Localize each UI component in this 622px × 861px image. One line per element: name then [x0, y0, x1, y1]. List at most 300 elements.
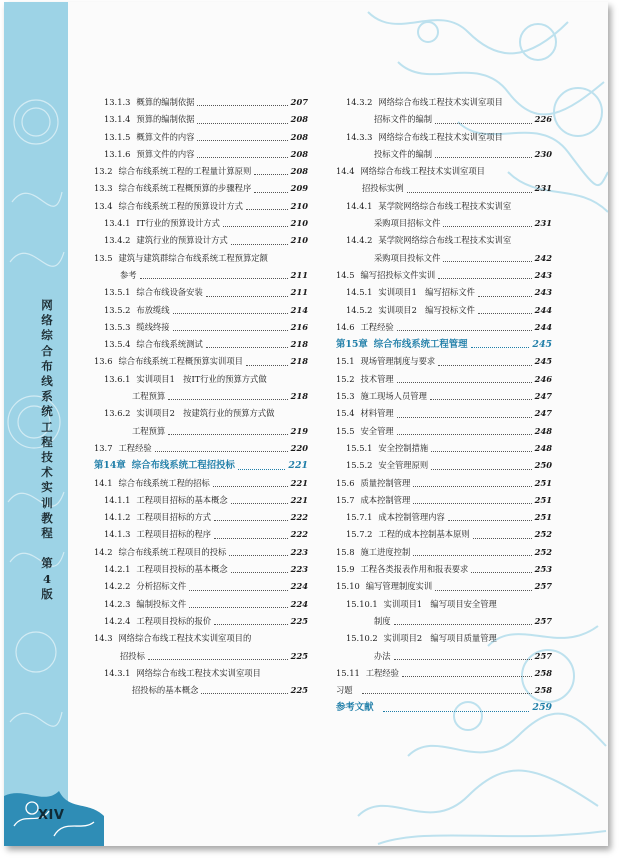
toc-page-number: 225 [290, 685, 308, 696]
toc-entry-title: 工程项目招标的程序 [136, 529, 212, 540]
toc-entry[interactable] [336, 111, 552, 128]
toc-entry[interactable] [336, 267, 552, 284]
toc-entry[interactable] [94, 284, 308, 301]
toc-entry-number: 13.5.4 [104, 339, 131, 350]
toc-entry-title: 采购项目投标文件 [374, 252, 441, 263]
toc-entry[interactable] [336, 180, 552, 197]
dot-leader [397, 330, 532, 331]
dot-leader [206, 296, 288, 297]
toc-entry-title: 综合布线系统工程项目的投标 [118, 546, 227, 557]
toc-page-number: 222 [290, 529, 308, 540]
toc-entry[interactable] [336, 544, 552, 561]
book-title-char: 系 [41, 389, 53, 404]
page-number: XIV [38, 808, 65, 823]
toc-entry[interactable] [94, 544, 308, 561]
spine-ornament [4, 2, 68, 846]
toc-entry-title: 编制投标文件 [136, 598, 187, 609]
dot-leader [435, 123, 532, 124]
toc-entry-title: 实训项目1 按IT行业的预算方式做 [136, 373, 267, 384]
toc-entry-title: 工程各类报表作用和报表要求 [360, 564, 469, 575]
toc-entry[interactable] [94, 250, 308, 267]
toc-page-number: 220 [290, 442, 308, 453]
toc-page-number: 242 [534, 252, 552, 263]
toc-entry[interactable] [94, 215, 308, 232]
toc-entry-number: 15.11 [336, 667, 360, 678]
toc-page-number: 257 [534, 615, 552, 626]
toc-entry-number: 15.2 [336, 373, 355, 384]
dot-leader [231, 572, 288, 573]
toc-page-number: 247 [534, 408, 552, 419]
toc-entry-title: 工程经验 [118, 442, 152, 453]
toc-entry[interactable] [336, 146, 552, 163]
toc-entry-title: 某学院网络综合布线工程技术实训室 [378, 200, 512, 211]
toc-entry-title: 预算文件的内容 [136, 148, 195, 159]
toc-entry-title: 安全管理 [360, 425, 394, 436]
book-title-char: 布 [41, 358, 53, 373]
toc-entry[interactable] [94, 163, 308, 180]
toc-entry-number: 14.1.3 [104, 529, 131, 540]
toc-entry[interactable] [336, 492, 552, 509]
toc-entry-number: 15.7 [336, 494, 355, 505]
toc-entry-number: 15.9 [336, 564, 355, 575]
toc-chapter-entry[interactable] [94, 457, 308, 474]
toc-page-number: 248 [534, 442, 552, 453]
toc-entry-title: 招投标实例 [362, 183, 404, 194]
toc-entry-title: 网络综合布线工程技术实训室项目的 [118, 633, 252, 644]
dot-leader [246, 209, 288, 210]
toc-entry[interactable] [336, 388, 552, 405]
toc-entry[interactable] [336, 526, 552, 543]
dot-leader [197, 140, 288, 141]
toc-entry[interactable] [94, 180, 308, 197]
toc-entry[interactable] [94, 302, 308, 319]
toc-page-number: 224 [290, 598, 308, 609]
toc-entry-number: 14.3.2 [346, 97, 373, 107]
toc-entry-number: 15.3 [336, 391, 355, 402]
dot-leader [471, 347, 529, 348]
toc-entry[interactable] [94, 648, 308, 665]
toc-entry[interactable] [336, 94, 552, 111]
toc-entry[interactable] [94, 267, 308, 284]
toc-entry-title: 某学院网络综合布线工程技术实训室 [378, 235, 512, 246]
toc-entry-number: 13.6 [94, 356, 113, 367]
dot-leader [394, 659, 532, 660]
toc-entry-title: 概算文件的内容 [136, 131, 195, 142]
toc-page-number: 222 [290, 512, 308, 523]
toc-page-number: 245 [534, 356, 552, 367]
toc-page-number: 218 [290, 391, 308, 402]
toc-page-number: 226 [534, 114, 552, 125]
dot-leader [471, 572, 532, 573]
toc-entry-number: 14.1.2 [104, 512, 131, 523]
toc-entry-title: 工程项目投标的基本概念 [136, 564, 228, 575]
toc-page-number: 224 [290, 581, 308, 592]
dot-leader [189, 607, 288, 608]
dot-leader [213, 486, 288, 487]
toc-entry-number: 13.5.3 [104, 321, 131, 332]
dot-leader [246, 365, 288, 366]
toc-entry-title: 预算的编制依据 [136, 114, 195, 125]
toc-page-number: 210 [290, 235, 308, 246]
corner-ornament [4, 756, 104, 846]
toc-page-number: 231 [534, 218, 552, 229]
toc-page-number: 258 [534, 667, 552, 678]
dot-leader [173, 313, 288, 314]
dot-leader [438, 365, 532, 366]
toc-entry-number: 14.2.1 [104, 564, 131, 575]
dot-leader [189, 590, 288, 591]
toc-entry[interactable] [94, 423, 308, 440]
toc-page-number: 258 [534, 685, 552, 696]
toc-entry-number: 13.4.1 [104, 218, 131, 229]
toc-page-number: 247 [534, 391, 552, 402]
dot-leader [214, 520, 288, 521]
toc-entry-title: 质量控制管理 [360, 477, 411, 488]
toc-entry[interactable] [94, 526, 308, 543]
toc-entry-title: 网络综合布线工程技术实训室项目 [378, 131, 503, 142]
toc-entry-number: 第15章 [336, 339, 368, 351]
toc-entry[interactable] [336, 163, 552, 180]
dot-leader [201, 693, 288, 694]
toc-page-number: 216 [290, 321, 308, 332]
toc-entry-number: 13.1.5 [104, 131, 131, 142]
toc-entry[interactable] [336, 648, 552, 665]
toc-entry-title: 投标文件的编制 [374, 148, 433, 159]
toc-entry[interactable] [336, 215, 552, 232]
toc-entry-title: 网络综合布线工程技术实训室项目 [378, 97, 503, 107]
toc-entry[interactable] [94, 94, 308, 111]
toc-entry-number: 13.6.1 [104, 373, 131, 384]
dot-leader [206, 347, 288, 348]
toc-entry-number: 15.8 [336, 546, 355, 557]
dot-leader [478, 296, 532, 297]
toc-entry-title: 网络综合布线工程技术实训室项目 [136, 667, 261, 678]
toc-page-number: 210 [290, 218, 308, 229]
toc-entry[interactable] [336, 578, 552, 595]
toc-entry-number: 15.10.2 [346, 633, 378, 644]
toc-entry-title: 综合布线系统工程概预算的步骤程序 [118, 183, 252, 194]
book-title-char: 实 [41, 480, 53, 495]
dot-leader [362, 693, 532, 694]
toc-page-number: 250 [534, 460, 552, 471]
toc-entry-number: 14.1.1 [104, 494, 131, 505]
dot-leader [229, 555, 288, 556]
toc-entry-number: 15.7.1 [346, 512, 373, 523]
toc-page-number: 257 [534, 581, 552, 592]
toc-entry[interactable] [336, 371, 552, 388]
toc-entry[interactable] [336, 319, 552, 336]
toc-entry-title: 参考 [120, 269, 137, 280]
toc-entry-title: 现场管理制度与要求 [360, 356, 436, 367]
toc-entry-title: 招标文件的编制 [374, 114, 433, 125]
toc-entry-number: 14.3.1 [104, 667, 131, 678]
toc-entry-title: 安全管理原则 [378, 460, 429, 471]
book-title-char [37, 541, 57, 556]
toc-entry[interactable] [336, 129, 552, 146]
toc-page-number: 208 [290, 166, 308, 177]
toc-page-number: 219 [290, 425, 308, 436]
toc-page-number: 211 [290, 287, 308, 298]
toc-entry[interactable] [94, 336, 308, 353]
book-title-char: 第 [41, 556, 53, 571]
toc-page-number: 209 [290, 183, 308, 194]
toc-entry[interactable] [336, 665, 552, 682]
toc-entry-title: 概算的编制依据 [136, 97, 195, 107]
book-title-char: 合 [41, 343, 53, 358]
toc-entry[interactable] [94, 665, 308, 682]
dot-leader [443, 226, 532, 227]
toc-right-column [336, 94, 552, 717]
toc-page-number: 248 [534, 425, 552, 436]
dot-leader [397, 382, 532, 383]
toc-entry-title: 建筑行业的预算设计方式 [136, 235, 228, 246]
toc-entry-title: 工程经验 [365, 667, 399, 678]
toc-entry-number: 15.4 [336, 408, 355, 419]
toc-entry-title: 综合布线系统测试 [136, 339, 203, 350]
book-title-char: 工 [41, 419, 53, 434]
toc-entry-title: 综合布线系统工程的预算设计方式 [118, 200, 243, 211]
toc-page-number: 223 [290, 564, 308, 575]
toc-page-number: 252 [534, 529, 552, 540]
toc-entry-title: 工程项目招标的方式 [136, 512, 212, 523]
dot-leader [413, 486, 532, 487]
toc-entry-title: 布放缆线 [136, 304, 170, 315]
toc-entry[interactable] [94, 198, 308, 215]
toc-page-number: 225 [290, 650, 308, 661]
toc-entry[interactable] [94, 129, 308, 146]
book-title-char: 综 [41, 328, 53, 343]
toc-entry-title: 建筑与建筑群综合布线系统工程预算定额 [118, 252, 268, 263]
book-title-char: 训 [41, 495, 53, 510]
toc-page-number: 243 [534, 287, 552, 298]
toc-entry[interactable] [336, 509, 552, 526]
toc-entry[interactable] [336, 302, 552, 319]
toc-entry-title: 工程项目招标的基本概念 [136, 494, 228, 505]
toc-entry-number: 13.7 [94, 442, 113, 453]
toc-entry-number: 13.4.2 [104, 235, 131, 246]
toc-page-number: 231 [534, 183, 552, 194]
toc-entry-number: 15.7.2 [346, 529, 373, 540]
dot-leader [238, 469, 285, 470]
toc-entry-number: 13.6.2 [104, 408, 131, 419]
dot-leader [197, 157, 288, 158]
toc-entry-title: 综合布线系统工程管理 [373, 339, 468, 351]
toc-entry-title: 实训项目1 编写招标文件 [378, 287, 475, 298]
toc-page-number: 211 [290, 269, 308, 280]
toc-entry-number: 14.6 [336, 321, 355, 332]
toc-entry[interactable] [336, 284, 552, 301]
toc-page-number: 214 [290, 304, 308, 315]
toc-entry-title: 网络综合布线工程技术实训室项目 [360, 166, 485, 177]
toc-entry-number: 13.1.3 [104, 97, 131, 107]
toc-page-number: 251 [534, 512, 552, 523]
toc-page-number: 251 [534, 477, 552, 488]
toc-entry-title: 办法 [374, 650, 391, 661]
toc-entry[interactable] [94, 561, 308, 578]
toc-entry[interactable] [94, 630, 308, 647]
toc-entry-number: 14.5 [336, 269, 355, 280]
toc-chapter-entry[interactable] [336, 336, 552, 353]
toc-entry[interactable] [94, 613, 308, 630]
toc-entry-number: 14.2 [94, 546, 113, 557]
book-title-char: 程 [41, 526, 53, 541]
toc-entry-title: 成本控制管理 [360, 494, 411, 505]
toc-entry-number: 14.2.2 [104, 581, 131, 592]
dot-leader [155, 451, 288, 452]
toc-page-number: 257 [534, 650, 552, 661]
dot-leader [435, 590, 532, 591]
dot-leader [407, 192, 532, 193]
book-title-char: 4 [42, 571, 51, 586]
toc-entry-number: 15.5.2 [346, 460, 373, 471]
dot-leader [443, 261, 532, 262]
toc-entry-number: 习题 [336, 685, 353, 696]
toc-page-number: 244 [534, 321, 552, 332]
toc-entry-title: 安全控制措施 [378, 442, 429, 453]
toc-entry[interactable] [336, 630, 552, 647]
toc-entry[interactable] [94, 388, 308, 405]
dot-leader [214, 538, 288, 539]
toc-page-number: 243 [534, 269, 552, 280]
toc-entry[interactable] [94, 509, 308, 526]
toc-page-number: 221 [290, 494, 308, 505]
dot-leader [394, 624, 532, 625]
book-title-char: 络 [41, 313, 53, 328]
dot-leader [430, 399, 532, 400]
toc-entry[interactable] [336, 596, 552, 613]
book-title-vertical [37, 298, 57, 602]
toc-entry[interactable] [336, 423, 552, 440]
toc-entry-title: 综合布线系统工程概预算实训项目 [118, 356, 243, 367]
toc-entry-number: 14.4 [336, 166, 355, 177]
toc-entry[interactable] [336, 250, 552, 267]
toc-entry[interactable] [94, 232, 308, 249]
dot-leader [448, 520, 532, 521]
toc-entry-title: 招投标的基本概念 [132, 685, 199, 696]
toc-entry-title: 实训项目2 编写投标文件 [378, 304, 475, 315]
dot-leader [173, 330, 288, 331]
toc-entry-title: 综合布线系统工程的招标 [118, 477, 210, 488]
toc-entry[interactable] [94, 319, 308, 336]
toc-entry-title: 材料管理 [360, 408, 394, 419]
toc-entry[interactable] [94, 353, 308, 370]
book-title-char: 版 [41, 586, 53, 601]
toc-entry-title: 工程经验 [360, 321, 394, 332]
toc-entry-title: 编写管理制度实训 [365, 581, 433, 592]
toc-entry-number: 13.1.6 [104, 148, 131, 159]
toc-entry[interactable] [336, 232, 552, 249]
toc-entry[interactable] [336, 198, 552, 215]
toc-entry-number: 第14章 [94, 460, 126, 472]
dot-leader [473, 538, 532, 539]
dot-leader [383, 711, 529, 712]
toc-page-number: 259 [532, 702, 552, 714]
toc-entry[interactable] [94, 492, 308, 509]
toc-entry-title: 制度 [374, 615, 391, 626]
toc-entry-number: 13.4 [94, 200, 113, 211]
toc-page-number: 221 [290, 477, 308, 488]
toc-page-number: 230 [534, 148, 552, 159]
book-page [4, 2, 608, 846]
toc-entry-number: 参考文献 [336, 702, 374, 714]
toc-entry[interactable] [94, 111, 308, 128]
toc-entry[interactable] [336, 353, 552, 370]
toc-page-number: 208 [290, 148, 308, 159]
toc-entry[interactable] [336, 457, 552, 474]
toc-entry-title: 实训项目2 编写项目质量管理 [383, 633, 497, 644]
toc-left-column [94, 94, 308, 699]
toc-entry-title: 编写招投标文件实训 [360, 269, 436, 280]
toc-entry-number: 14.2.4 [104, 615, 131, 626]
toc-entry-title: 缆线终接 [136, 321, 170, 332]
toc-entry-number: 13.5.1 [104, 287, 131, 298]
dot-leader [431, 469, 532, 470]
toc-page-number: 252 [534, 546, 552, 557]
toc-entry[interactable] [336, 613, 552, 630]
toc-entry-title: IT行业的预算设计方式 [136, 218, 220, 229]
toc-entry-number: 14.3 [94, 633, 113, 644]
toc-page-number: 251 [534, 494, 552, 505]
toc-entry-title: 分析招标文件 [136, 581, 187, 592]
toc-entry[interactable] [336, 561, 552, 578]
book-title-char: 技 [41, 450, 53, 465]
toc-page-number: 208 [290, 114, 308, 125]
dot-leader [413, 555, 532, 556]
toc-entry[interactable] [94, 682, 308, 699]
toc-page-number: 246 [534, 373, 552, 384]
toc-entry[interactable] [94, 405, 308, 422]
toc-entry-number: 14.3.3 [346, 131, 373, 142]
toc-entry-title: 实训项目1 编写项目安全管理 [383, 598, 497, 609]
toc-entry-title: 工程的成本控制基本原则 [378, 529, 470, 540]
toc-page-number: 218 [290, 356, 308, 367]
dot-leader [413, 503, 532, 504]
toc-entry[interactable] [94, 578, 308, 595]
dot-leader [438, 278, 532, 279]
toc-entry[interactable] [94, 371, 308, 388]
toc-page-number: 210 [290, 200, 308, 211]
dot-leader [148, 659, 288, 660]
toc-chapter-entry[interactable] [336, 699, 552, 716]
toc-entry-number: 13.2 [94, 166, 113, 177]
book-title-char: 网 [41, 298, 53, 312]
dot-leader [435, 157, 532, 158]
book-title-char: 统 [41, 404, 53, 419]
toc-entry[interactable] [94, 596, 308, 613]
dot-leader [214, 624, 288, 625]
toc-entry[interactable] [94, 475, 308, 492]
toc-entry[interactable] [336, 475, 552, 492]
toc-entry-number: 15.1 [336, 356, 355, 367]
toc-entry-number: 15.5 [336, 425, 355, 436]
dot-leader [223, 226, 288, 227]
toc-entry-title: 工程预算 [132, 391, 166, 402]
toc-entry[interactable] [94, 146, 308, 163]
toc-entry-title: 成本控制管理内容 [378, 512, 445, 523]
toc-entry[interactable] [336, 405, 552, 422]
toc-page-number: 244 [534, 304, 552, 315]
toc-entry[interactable] [94, 440, 308, 457]
toc-page-number: 208 [290, 131, 308, 142]
toc-entry-title: 综合布线系统工程的工程量计算原则 [118, 166, 252, 177]
toc-entry-number: 13.5.2 [104, 304, 131, 315]
toc-page-number: 253 [534, 564, 552, 575]
toc-entry[interactable] [336, 440, 552, 457]
toc-entry[interactable] [336, 682, 552, 699]
dot-leader [231, 503, 288, 504]
toc-entry-title: 招投标 [120, 650, 145, 661]
toc-entry-number: 15.10 [336, 581, 360, 592]
